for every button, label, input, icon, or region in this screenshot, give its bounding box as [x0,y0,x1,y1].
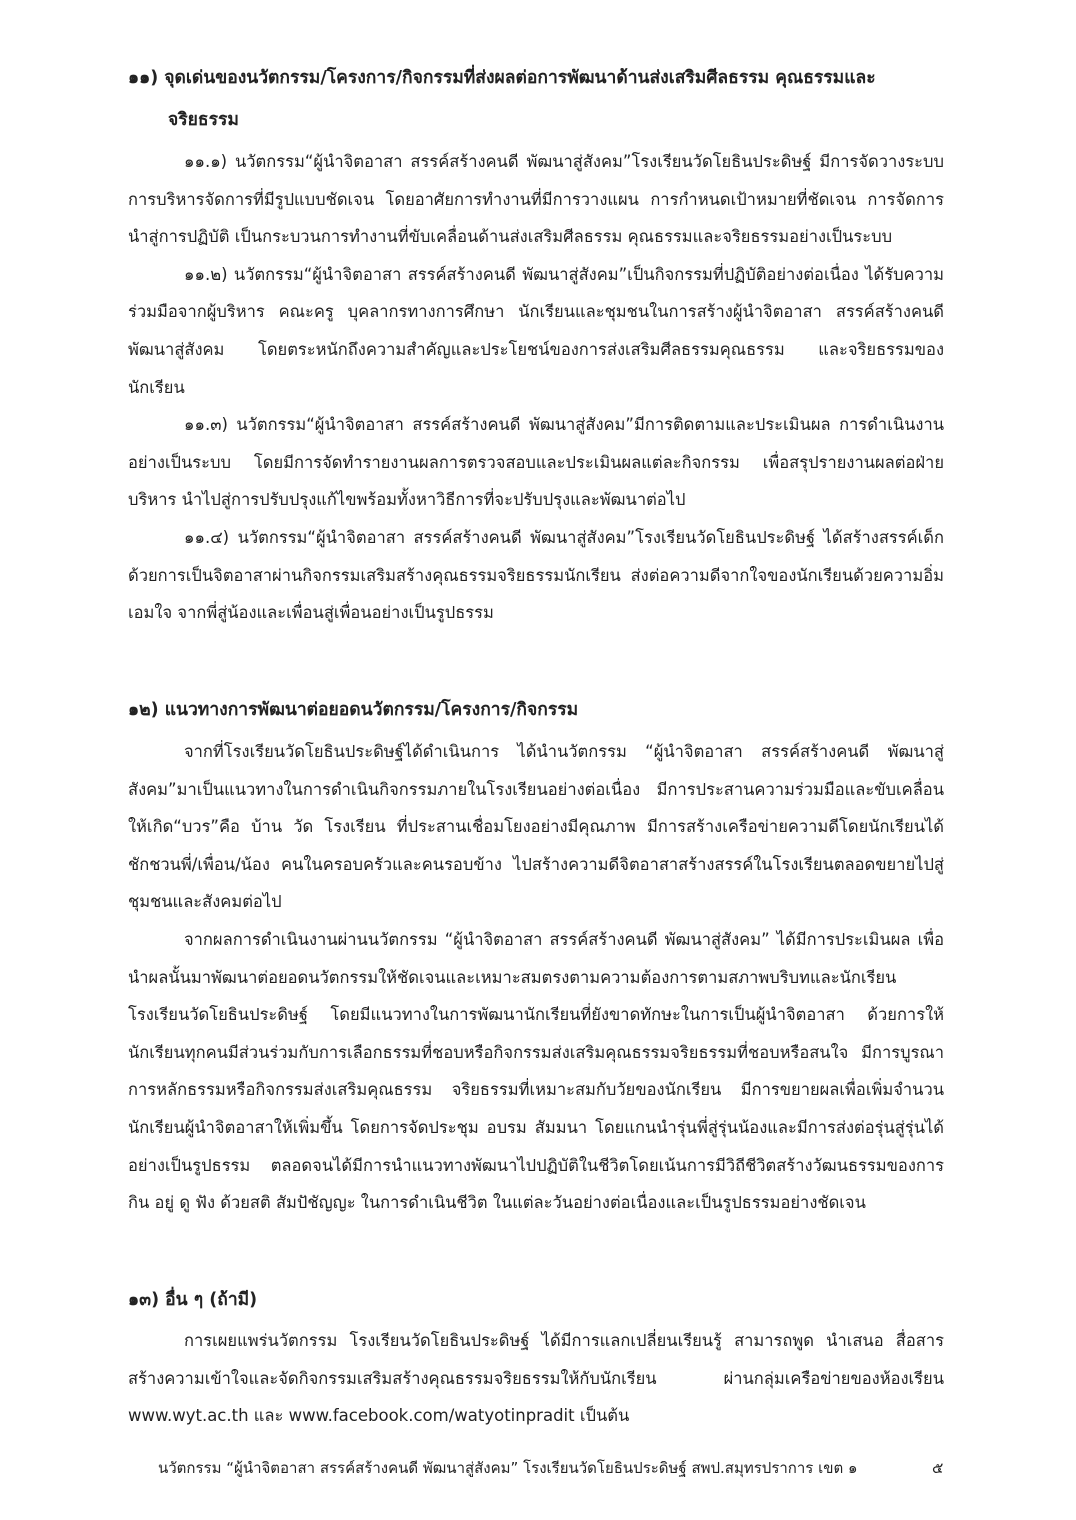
section-13-heading: ๑๓) อื่น ๆ (ถ้ามี) [128,1290,258,1310]
paragraph-11-1: ๑๑.๑) นวัตกรรม“ผู้นำจิตอาสา สรรค์สร้างคนดี พัฒนาสู่สังคม”โรงเรียนวัดโยธินประดิษฐ์ มีการจัดวางระบบการบริหารจัดการที่มีรูปแบบชัดเจน โดยอาศัยการทำงานที่มีการวางแผน การกำหนดเป้าหมายที่ชัดเจน การจัดการนำสู่การปฏิบัติ เป็นกระบวนการทำงานที่ขับเคลื่อนด้านส่งเสริมศีลธรรม คุณธรรมและจริยธรรมอย่างเป็นระบบ [128,152,944,247]
section-11-heading: ๑๑) จุดเด่นของนวัตกรรม/โครงการ/กิจกรรมที่ส่งผลต่อการพัฒนาด้านส่งเสริมศีลธรรม คุณธรรมและ [128,68,876,88]
paragraph-12-1: จากที่โรงเรียนวัดโยธินประดิษฐ์ได้ดำเนินการ ได้นำนวัตกรรม “ผู้นำจิตอาสา สรรค์สร้างคนดี พัฒนาสู่สังคม”มาเป็นแนวทางในการดำเนินกิจกรรมภายในโรงเรียนอย่างต่อเนื่อง มีการประสานความร่วมมือและขับเคลื่อนให้เกิด“บวร”คือ บ้าน วัด โรงเรียน ที่ประสานเชื่อมโยงอย่างมีคุณภาพ มีการสร้างเครือข่ายความดีโดยนักเรียนได้ชักชวนพี่/เพื่อน/น้อง คนในครอบครัวและคนรอบข้าง ไปสร้างความดีจิตอาสาสร้างสรรค์ในโรงเรียนตลอดขยายไปสู่ชุมชนและสังคมต่อไป [128,742,944,912]
section-11-heading-cont: จริยธรรม [168,110,239,130]
paragraph-11-4: ๑๑.๔) นวัตกรรม“ผู้นำจิตอาสา สรรค์สร้างคนดี พัฒนาสู่สังคม”โรงเรียนวัดโยธินประดิษฐ์ ได้สร้างสรรค์เด็กด้วยการเป็นจิตอาสาผ่านกิจกรรมเสริมสร้างคุณธรรมจริยธรรมนักเรียน ส่งต่อความดีจากใจของนักเรียนด้วยความอิ่มเอมใจ จากพี่สู่น้องและเพื่อนสู่เพื่อนอย่างเป็นรูปธรรม [128,527,944,623]
page-number: ๕ [932,1459,944,1477]
section-11-body [128,143,944,632]
paragraph-13: การเผยแพร่นวัตกรรม โรงเรียนวัดโยธินประดิษฐ์ ได้มีการแลกเปลี่ยนเรียนรู้ สามารถพูด นำเสนอ สื่อสาร สร้างความเข้าใจและจัดกิจกรรมเสริมสร้างคุณธรรมจริยธรรมให้กับนักเรียน ผ่านกลุ่มเครือข่ายของห้องเรียน www.wyt.ac.th และ www.facebook.com/watyotinpradit เป็นต้น [128,1331,944,1426]
paragraph-11-2: ๑๑.๒) นวัตกรรม“ผู้นำจิตอาสา สรรค์สร้างคนดี พัฒนาสู่สังคม”เป็นกิจกรรมที่ปฏิบัติอย่างต่อเนื่อง ได้รับความร่วมมือจากผู้บริหาร คณะครู บุคลากรทางการศึกษา นักเรียนและชุมชนในการสร้างผู้นำจิตอาสา สรรค์สร้างคนดี พัฒนาสู่สังคม โดยตระหนักถึงความสำคัญและประโยชน์ของการส่งเสริมศีลธรรมคุณธรรม และจริยธรรมของนักเรียน [128,264,944,397]
paragraph-11-3: ๑๑.๓) นวัตกรรม“ผู้นำจิตอาสา สรรค์สร้างคนดี พัฒนาสู่สังคม”มีการติดตามและประเมินผล การดำเนินงานอย่างเป็นระบบ โดยมีการจัดทำรายงานผลการตรวจสอบและประเมินผลแต่ละกิจกรรม เพื่อสรุปรายงานผลต่อฝ่ายบริหาร นำไปสู่การปรับปรุงแก้ไขพร้อมทั้งหาวิธีการที่จะปรับปรุงและพัฒนาต่อไป [128,415,944,510]
section-13-body [128,1322,944,1435]
paragraph-12-2: จากผลการดำเนินงานผ่านนวัตกรรม “ผู้นำจิตอาสา สรรค์สร้างคนดี พัฒนาสู่สังคม” ได้มีการประเมินผล เพื่อนำผลนั้นมาพัฒนาต่อยอดนวัตกรรมให้ชัดเจนและเหมาะสมตรงตามความต้องการตามสภาพบริบทและนักเรียนโรงเรียนวัดโยธินประดิษฐ์ โดยมีแนวทางในการพัฒนานักเรียนที่ยังขาดทักษะในการเป็นผู้นำจิตอาสา ด้วยการให้นักเรียนทุกคนมีส่วนร่วมกับการเลือกธรรมที่ชอบหรือกิจกรรมส่งเสริมคุณธรรมจริยธรรมที่ชอบหรือสนใจ มีการบูรณาการหลักธรรมหรือกิจกรรมส่งเสริมคุณธรรม จริยธรรมที่เหมาะสมกับวัยของนักเรียน มีการขยายผลเพื่อเพิ่มจำนวนนักเรียนผู้นำจิตอาสาให้เพิ่มขึ้น โดยการจัดประชุม อบรม สัมมนา โดยแกนนำรุ่นพี่สู่รุ่นน้องและมีการส่งต่อรุ่นสู่รุ่นได้อย่างเป็นรูปธรรม ตลอดจนได้มีการนำแนวทางพัฒนาไปปฏิบัติในชีวิตโดยเน้นการมีวิถีชีวิตสร้างวัฒนธรรมของการกิน อยู่ ดู ฟัง ด้วยสติ สัมปัชัญญะ ในการดำเนินชีวิต ในแต่ละวันอย่างต่อเนื่องและเป็นรูปธรรมอย่างชัดเจน [128,929,944,1213]
page-footer: นวัตกรรม “ผู้นำจิตอาสา สรรค์สร้างคนดี พัฒนาสู่สังคม” โรงเรียนวัดโยธินประดิษฐ์ สพป.สมุทรปราการ เขต ๑ [158,1459,858,1477]
section-12-body [128,733,944,1222]
section-12-heading: ๑๒) แนวทางการพัฒนาต่อยอดนวัตกรรม/โครงการ/กิจกรรม [128,700,579,720]
